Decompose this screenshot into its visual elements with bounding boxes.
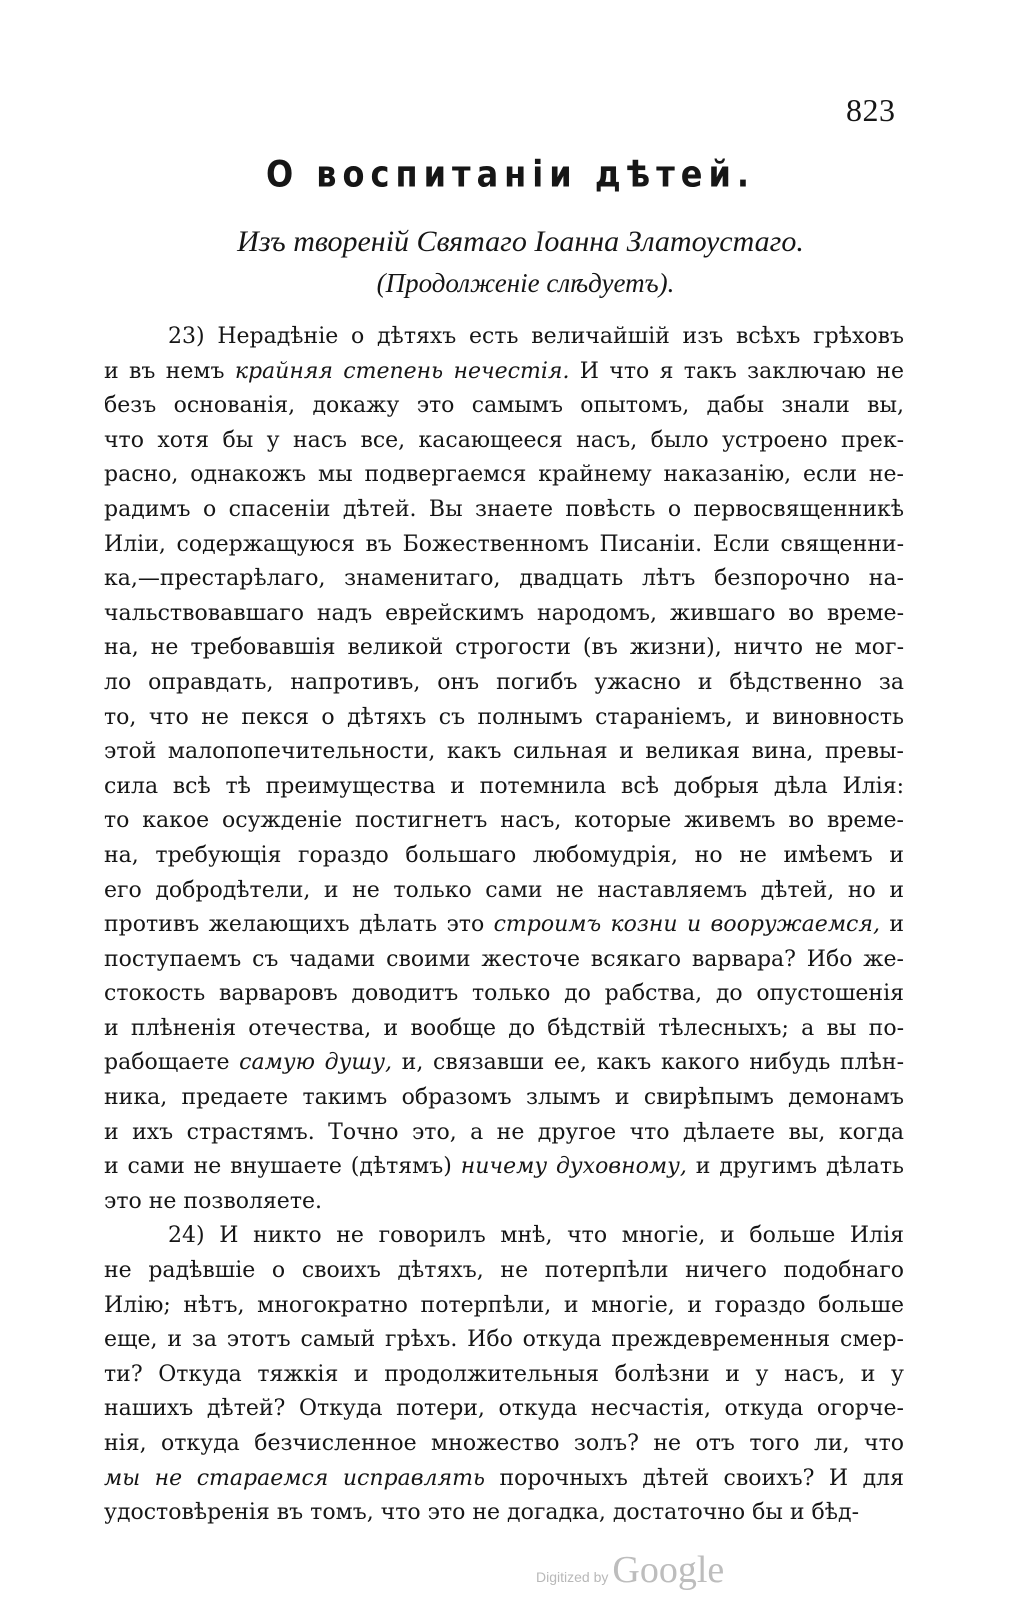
line-text: И что я такъ заключаю не [569, 358, 904, 384]
line-text: сила всѣ тѣ преимущества и потемнила всѣ добрыя дѣла Илія: [104, 773, 904, 799]
text-line [104, 1462, 904, 1497]
article-title: О воспитаніи дѣтей. [265, 152, 756, 196]
text-line [104, 1219, 904, 1254]
line-text: порочныхъ дѣтей своихъ? И для [484, 1465, 905, 1491]
text-line [104, 1323, 904, 1358]
text-line [104, 874, 904, 909]
line-text: на, требующія гораздо большаго любомудрія, но не имѣемъ и [104, 842, 904, 868]
line-text: это не позволяете. [104, 1188, 323, 1214]
page-number: 823 [846, 92, 896, 128]
text-line [104, 458, 904, 493]
line-text: и, связавши ее, какъ какого нибудь плѣн- [391, 1050, 905, 1076]
line-text: то, что не пекся о дѣтяхъ съ полнымъ стараніемъ, и виновность [104, 704, 904, 730]
text-line [104, 1358, 904, 1393]
line-text: на, не требовавшія великой строгости (въ жизни), ничто не мог- [104, 635, 904, 661]
digitization-footer [536, 1548, 724, 1592]
line-text: не радѣвшіе о своихъ дѣтяхъ, не потерпѣли ничего подобнаго [104, 1258, 904, 1284]
line-text: 23) Нерадѣніе о дѣтяхъ есть величайшій изъ всѣхъ грѣховъ [168, 324, 904, 349]
text-line [104, 1289, 904, 1324]
line-text: нашихъ дѣтей? Откуда потери, откуда несчастія, откуда огорче- [104, 1396, 904, 1422]
text-line [104, 770, 904, 805]
line-text: ло оправдать, напротивъ, онъ погибъ ужасно и бѣдственно за [104, 669, 904, 695]
line-text: и плѣненія отечества, и вообще до бѣдствій тѣлесныхъ; а вы по- [104, 1015, 904, 1041]
emphasized-text: мы не стараемся исправлять [104, 1465, 485, 1491]
line-text: этой малопопечительности, какъ сильная и великая вина, превы- [104, 739, 904, 765]
article-subtitle: Изъ твореній Святаго Іоанна Златоустаго. [237, 225, 804, 258]
line-text: безъ основанія, докажу это самымъ опытомъ, дабы знали вы, [104, 393, 904, 419]
line-text: его добродѣтели, и не только сами не наставляемъ дѣтей, но и [104, 877, 904, 903]
line-text: и [879, 912, 905, 938]
line-text: нія, откуда безчисленное множество золъ? не отъ того ли, что [104, 1431, 904, 1456]
text-line [104, 1012, 904, 1047]
text-line [104, 1150, 904, 1185]
paragraph [104, 320, 904, 1219]
line-text: ника, предаете такимъ образомъ злымъ и свирѣпымъ демонамъ [104, 1085, 904, 1111]
google-logo: Google [612, 1549, 725, 1591]
digitized-by-label: Digitized by [536, 1569, 609, 1585]
emphasized-text: ничему духовному, [460, 1154, 687, 1180]
text-line [104, 1185, 904, 1220]
text-line [104, 424, 904, 459]
continuation-note: (Продолженіе слѣдуетъ). [376, 268, 675, 298]
line-text: и сами не внушаете (дѣтямъ) [104, 1154, 461, 1180]
line-text: противъ желающихъ дѣлать это [104, 912, 494, 938]
line-text: и въ немъ [104, 358, 235, 384]
text-line [104, 320, 904, 355]
text-line [104, 1254, 904, 1289]
line-text: удостовѣренія въ томъ, что это не догадка, достаточно бы и бѣд- [104, 1500, 860, 1526]
text-line [104, 631, 904, 666]
line-text: еще, и за этотъ самый грѣхъ. Ибо откуда преждевременныя смер- [104, 1327, 904, 1353]
text-line [104, 1116, 904, 1151]
emphasized-text: самую душу, [239, 1050, 392, 1076]
line-text: поступаемъ съ чадами своими жесточе всякаго варвара? Ибо же- [104, 946, 904, 972]
text-line [104, 1081, 904, 1116]
line-text: Иліи, содержащуюся въ Божественномъ Писаніи. Если священни- [104, 531, 904, 557]
article-body [104, 320, 904, 1531]
text-line [104, 735, 904, 770]
line-text: что хотя бы у насъ все, касающееся насъ, было устроено прек- [104, 427, 904, 453]
line-text: то какое осужденіе постигнетъ насъ, которые живемъ во време- [104, 808, 904, 834]
text-line [104, 666, 904, 701]
text-line [104, 1427, 904, 1462]
text-line [104, 1392, 904, 1427]
line-text: и ихъ страстямъ. Точно это, а не другое что дѣлаете вы, когда [104, 1119, 904, 1145]
emphasized-text: строимъ козни и вооружаемся, [493, 912, 880, 938]
line-text: расно, однакожъ мы подвергаемся крайнему наказанію, если не- [104, 462, 904, 488]
line-text: рабощаете [104, 1050, 240, 1076]
line-text: Илію; нѣтъ, многократно потерпѣли, и многіе, и гораздо больше [104, 1292, 904, 1318]
line-text: ка,—престарѣлаго, знаменитаго, двадцать лѣтъ безпорочно на- [104, 566, 904, 592]
text-line [104, 493, 904, 528]
text-line [104, 597, 904, 632]
text-line [104, 1496, 904, 1531]
text-line [104, 908, 904, 943]
text-line [104, 528, 904, 563]
text-line [104, 804, 904, 839]
line-text: ти? Откуда тяжкія и продолжительныя болѣзни и у насъ, и у [104, 1361, 904, 1387]
text-line [104, 701, 904, 736]
text-line [104, 355, 904, 390]
text-line [104, 977, 904, 1012]
line-text: и другимъ дѣлать [686, 1154, 904, 1180]
line-text: стокость варваровъ доводитъ только до рабства, до опустошенія [104, 981, 904, 1007]
text-line [104, 1046, 904, 1081]
paragraph [104, 1219, 904, 1530]
text-line [104, 943, 904, 978]
emphasized-text: крайняя степень нечестія. [234, 358, 570, 384]
text-line [104, 562, 904, 597]
line-text: 24) И никто не говорилъ мнѣ, что многіе, и больше Илія [168, 1223, 904, 1249]
text-line [104, 839, 904, 874]
line-text: чальствовавшаго надъ еврейскимъ народомъ, жившаго во време- [104, 600, 904, 626]
text-line [104, 389, 904, 424]
line-text: радимъ о спасеніи дѣтей. Вы знаете повѣсть о первосвященникѣ [104, 496, 904, 522]
